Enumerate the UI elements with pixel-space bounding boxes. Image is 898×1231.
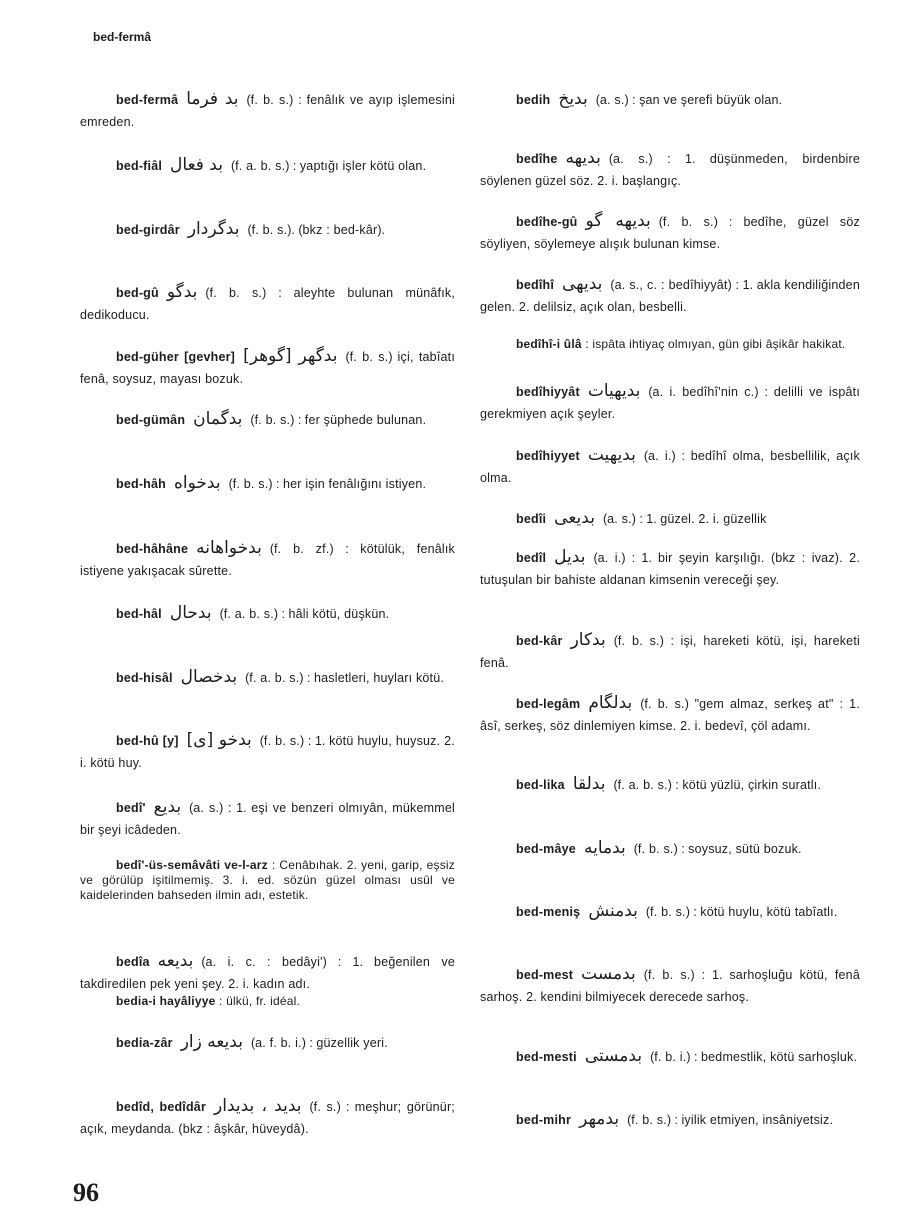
dictionary-entry bbox=[80, 602, 455, 625]
dictionary-entry bbox=[80, 858, 455, 903]
entry-definition: (f. s.) : meşhur; görünür; açık, meydanda. (bkz : âşkâr, hüveydâ). bbox=[80, 1100, 455, 1136]
dictionary-entry bbox=[480, 837, 860, 860]
entry-headword: bed-mâye bbox=[516, 842, 576, 856]
dictionary-entry bbox=[80, 218, 455, 241]
entry-headword: bed-fermâ bbox=[116, 93, 179, 107]
entry-definition: (f. b. s.) : fenâlık ve ayıp işlemesini emreden. bbox=[80, 93, 455, 129]
entry-arabic-script: بديهى bbox=[562, 274, 603, 294]
entry-arabic-script: بدلقا bbox=[572, 774, 606, 794]
dictionary-entry bbox=[480, 273, 860, 318]
entry-arabic-script: بدخو [ی] bbox=[186, 730, 252, 750]
entry-arabic-script: بديل bbox=[554, 547, 586, 567]
entry-headword: bed-hâh bbox=[116, 477, 167, 491]
entry-definition: (f. a. b. s.) : yaptığı işler kötü olan. bbox=[230, 159, 427, 173]
entry-headword: bedî' bbox=[116, 801, 146, 815]
entry-definition: (f. a. b. s.) : hâli kötü, düşkün. bbox=[219, 607, 390, 621]
entry-definition: (f. b. i.) : bedmestlik, kötü sarhoşluk. bbox=[650, 1050, 858, 1064]
entry-arabic-script: بدمهر bbox=[579, 1109, 620, 1129]
entry-headword: bed-güher [gevher] bbox=[116, 350, 236, 364]
dictionary-entry bbox=[480, 88, 860, 111]
entry-definition: : Cenâbıhak. 2. yeni, garip, eşsiz ve görülüp işitilmemiş. 3. i. ed. sözün güzel olması usûl ve kaidelerinden bahseden ilmin adı, estetik. bbox=[80, 858, 455, 902]
dictionary-entry bbox=[80, 408, 455, 431]
entry-arabic-script: بديعه bbox=[157, 951, 194, 971]
entry-definition: (f. b. s.) : kötü huylu, kötü tabîatlı. bbox=[645, 905, 838, 919]
entry-definition: (f. b. s.) : fer şüphede bulunan. bbox=[250, 413, 427, 427]
entry-definition: (a. s.) : 1. düşünmeden, birdenbire söylenen güzel söz. 2. i. başlangıç. bbox=[480, 152, 860, 188]
entry-arabic-script: بديهه گو bbox=[585, 211, 651, 231]
dictionary-entry bbox=[480, 147, 860, 192]
page-number: 96 bbox=[73, 1178, 99, 1207]
entry-headword: bedih bbox=[516, 93, 551, 107]
entry-headword: bed-girdâr bbox=[116, 223, 180, 237]
dictionary-entry bbox=[80, 729, 455, 774]
entry-headword: bedia-zâr bbox=[116, 1036, 173, 1050]
entry-definition: (f. b. s.) içi, tabîatı fenâ, soysuz, mayası bozuk. bbox=[80, 350, 456, 386]
entry-headword: bedîhe-gû bbox=[516, 215, 578, 229]
entry-definition: (f. b. s.) : aleyhte bulunan münâfık, dedikoducu. bbox=[80, 286, 455, 322]
entry-definition: (f. b. zf.) : kötülük, fenâlık istiyene yakışacak sûrette. bbox=[80, 542, 455, 578]
dictionary-entry bbox=[80, 1031, 455, 1054]
dictionary-entry bbox=[80, 994, 455, 1009]
dictionary-entry bbox=[480, 692, 860, 737]
entry-headword: bed-mest bbox=[516, 968, 574, 982]
dictionary-entry bbox=[80, 537, 455, 582]
dictionary-entry bbox=[480, 380, 860, 425]
dictionary-entry bbox=[480, 900, 860, 923]
entry-arabic-script: بدكار bbox=[570, 630, 606, 650]
entry-arabic-script: بديعه زار bbox=[180, 1032, 243, 1052]
entry-definition: (a. i.) : bedîhî olma, besbellilik, açık olma. bbox=[480, 449, 860, 485]
dictionary-entry bbox=[80, 281, 455, 326]
entry-arabic-script: بدمنش bbox=[588, 901, 638, 921]
entry-arabic-script: بديعى bbox=[554, 508, 595, 528]
dictionary-entry bbox=[480, 963, 860, 1008]
dictionary-entry bbox=[80, 1095, 455, 1140]
dictionary-entry bbox=[80, 345, 455, 390]
entry-definition: (a. f. b. i.) : güzellik yeri. bbox=[250, 1036, 388, 1050]
dictionary-entry bbox=[80, 796, 455, 841]
entry-arabic-script: بدمايه bbox=[583, 838, 626, 858]
entry-definition: (f. b. s.) : 1. kötü huylu, huysuz. 2. i. kötü huy. bbox=[80, 734, 456, 770]
entry-headword: bedî'-üs-semâvâti ve-l-arz bbox=[116, 858, 268, 872]
entry-headword: bedîd, bedîdâr bbox=[116, 1100, 207, 1114]
entry-headword: bedîl bbox=[516, 551, 547, 565]
entry-definition: (f. b. s.) : her işin fenâlığını istiyen. bbox=[228, 477, 427, 491]
entry-arabic-script: بديع bbox=[153, 797, 182, 817]
entry-arabic-script: بديهيت bbox=[587, 445, 636, 465]
dictionary-entry bbox=[480, 507, 860, 530]
entry-definition: (f. b. s.) "gem almaz, serkeş at" : 1. âsî, serkeş, söz dinlemiyen kimse. 2. i. bedevî, çöl adamı. bbox=[480, 697, 860, 733]
entry-headword: bed-hû [y] bbox=[116, 734, 179, 748]
entry-headword: bedia-i hayâliyye bbox=[116, 994, 216, 1008]
dictionary-entry bbox=[80, 154, 455, 177]
entry-arabic-script: بدگو bbox=[166, 282, 198, 302]
entry-headword: bedîhî bbox=[516, 278, 555, 292]
entry-arabic-script: بد فعال bbox=[170, 155, 223, 175]
entry-headword: bed-hisâl bbox=[116, 671, 173, 685]
entry-arabic-script: بد فرما bbox=[186, 89, 239, 109]
entry-headword: bedîi bbox=[516, 512, 547, 526]
entry-arabic-script: بدخصال bbox=[180, 667, 238, 687]
dictionary-entry bbox=[80, 666, 455, 689]
entry-arabic-script: بدمستى bbox=[584, 1046, 643, 1066]
dictionary-entry bbox=[80, 950, 455, 995]
entry-headword: bed-gû bbox=[116, 286, 159, 300]
entry-arabic-script: بدخواهانه bbox=[196, 538, 262, 558]
entry-headword: bed-fiâl bbox=[116, 159, 163, 173]
dictionary-entry bbox=[480, 337, 860, 352]
entry-headword: bed-meniş bbox=[516, 905, 581, 919]
entry-arabic-script: بدمست bbox=[581, 964, 636, 984]
entry-definition: : ispâta ihtiyaç olmıyan, gün gibi âşikâr hakikat. bbox=[585, 337, 846, 351]
entry-arabic-script: بدگمان bbox=[193, 409, 243, 429]
entry-definition: (f. b. s.) : soysuz, sütü bozuk. bbox=[633, 842, 802, 856]
dictionary-entry bbox=[480, 210, 860, 255]
entry-arabic-script: بديهيات bbox=[587, 381, 641, 401]
entry-definition: (a. s.) : şan ve şerefi büyük olan. bbox=[595, 93, 783, 107]
entry-definition: (a. s.) : 1. eşi ve benzeri olmıyân, mükemmel bir şeyi icâdeden. bbox=[80, 801, 455, 837]
entry-definition: (a. s., c. : bedîhiyyât) : 1. akla kendiliğinden gelen. 2. delilsiz, açık olan, besbelli. bbox=[480, 278, 860, 314]
entry-definition: : ülkü, fr. idéal. bbox=[219, 994, 300, 1008]
entry-arabic-script: بدلگام bbox=[588, 693, 633, 713]
entry-definition: (f. b. s.) : bedîhe, güzel söz söyliyen, söylemeye alışık bulunan kimse. bbox=[480, 215, 860, 251]
entry-definition: (f. b. s.). (bkz : bed-kâr). bbox=[247, 223, 386, 237]
dictionary-entry bbox=[480, 1045, 860, 1068]
entry-headword: bedîhî-i ûlâ bbox=[516, 337, 582, 351]
entry-definition: (f. b. s.) : 1. sarhoşluğu kötü, fenâ sarhoş. 2. kendini bilmiyecek derecede sarhoş. bbox=[480, 968, 860, 1004]
entry-arabic-script: بدگردار bbox=[187, 219, 240, 239]
dictionary-entry bbox=[480, 546, 860, 591]
entry-definition: (f. a. b. s.) : hasletleri, huyları kötü. bbox=[245, 671, 445, 685]
entry-headword: bedîhe bbox=[516, 152, 558, 166]
entry-definition: (f. b. s.) : işi, hareketi kötü, işi, hareketi fenâ. bbox=[480, 634, 860, 670]
dictionary-entry bbox=[480, 773, 860, 796]
entry-headword: bed-gümân bbox=[116, 413, 186, 427]
dictionary-entry bbox=[480, 1108, 860, 1131]
entry-headword: bedîhiyyât bbox=[516, 385, 580, 399]
entry-arabic-script: بدحال bbox=[169, 603, 212, 623]
entry-headword: bed-kâr bbox=[516, 634, 563, 648]
entry-arabic-script: بديهه bbox=[565, 148, 601, 168]
entry-definition: (a. i.) : 1. bir şeyin karşılığı. (bkz : ivaz). 2. tutuşulan bir bahiste aldanan kimsenin vereceği şey. bbox=[480, 551, 860, 587]
dictionary-entry bbox=[80, 88, 455, 133]
entry-definition: (f. b. s.) : iyilik etmiyen, insâniyetsiz. bbox=[627, 1113, 834, 1127]
dictionary-entry bbox=[480, 444, 860, 489]
entry-headword: bed-hâhâne bbox=[116, 542, 189, 556]
entry-arabic-script: بدگهر [گوهر] bbox=[243, 346, 338, 366]
entry-definition: (f. a. b. s.) : kötü yüzlü, çirkin suratlı. bbox=[613, 778, 822, 792]
dictionary-entry bbox=[480, 629, 860, 674]
entry-headword: bedîhiyyet bbox=[516, 449, 580, 463]
entry-headword: bed-lika bbox=[516, 778, 565, 792]
entry-definition: (a. s.) : 1. güzel. 2. i. güzellik bbox=[602, 512, 767, 526]
entry-arabic-script: بدخواه bbox=[174, 473, 221, 493]
entry-definition: (a. i. bedîhî'nin c.) : delilli ve ispâtı gerekmiyen açık şeyler. bbox=[480, 385, 860, 421]
entry-definition: (a. i. c. : bedâyi') : 1. beğenilen ve takdiredilen pek yeni şey. 2. i. kadın adı. bbox=[80, 955, 455, 991]
entry-headword: bed-mihr bbox=[516, 1113, 572, 1127]
entry-headword: bed-hâl bbox=[116, 607, 162, 621]
dictionary-entry bbox=[80, 472, 455, 495]
entry-headword: bed-mesti bbox=[516, 1050, 577, 1064]
entry-arabic-script: بديد ، بديدار bbox=[214, 1096, 302, 1116]
entry-headword: bed-legâm bbox=[516, 697, 581, 711]
running-head: bed-fermâ bbox=[93, 30, 152, 44]
entry-arabic-script: بديخ bbox=[558, 89, 588, 109]
entry-headword: bedîa bbox=[116, 955, 150, 969]
